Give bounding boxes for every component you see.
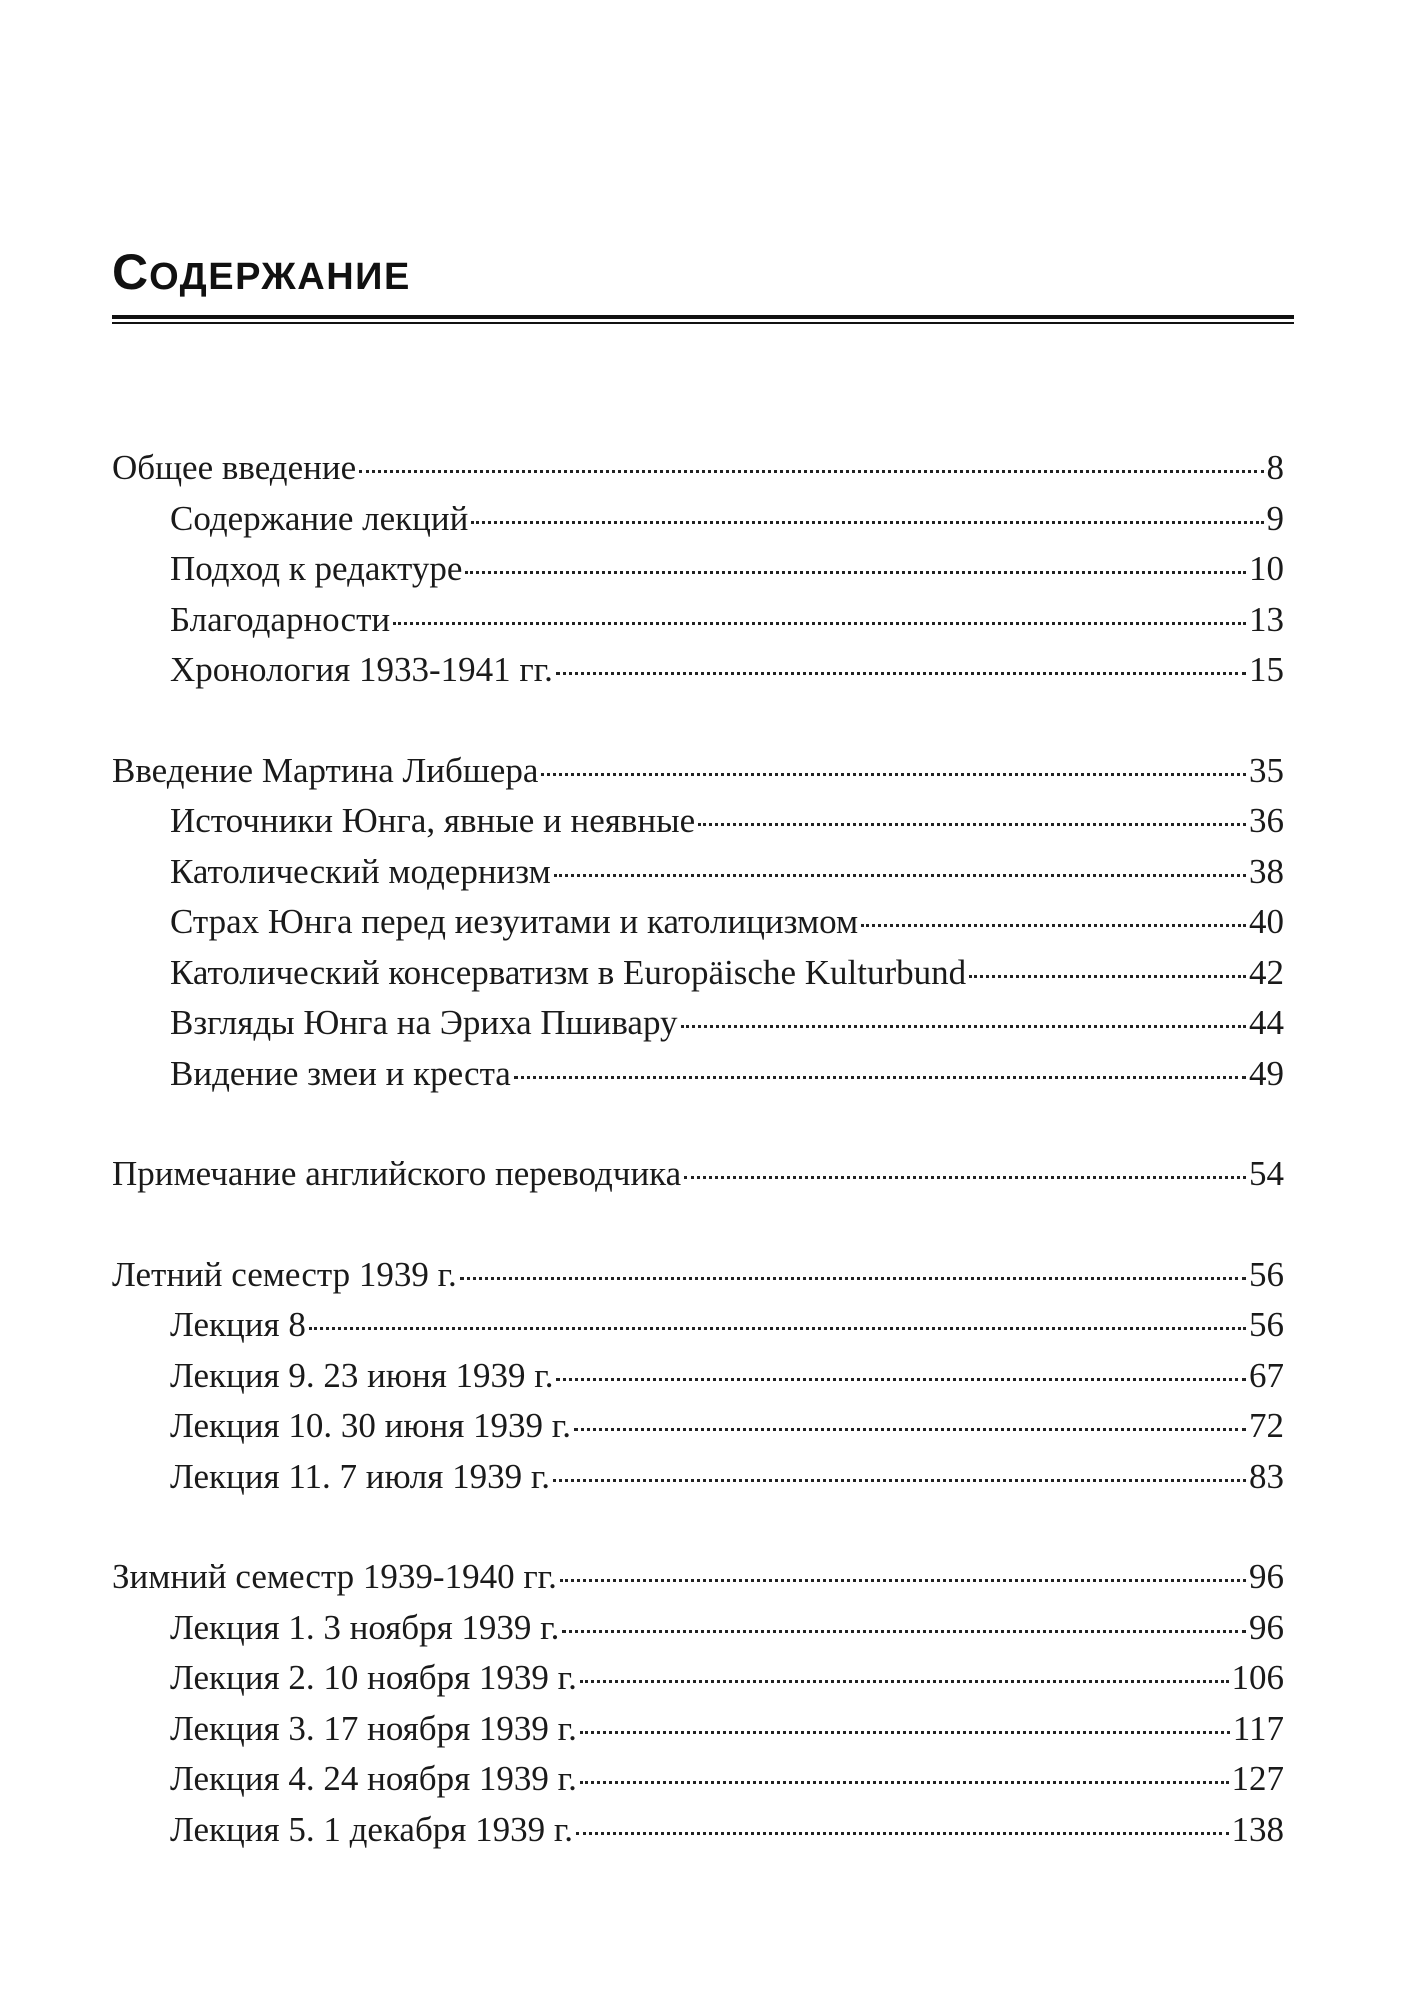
toc-entry-title: Примечание английского переводчика xyxy=(112,1154,682,1193)
toc-subentry[interactable] xyxy=(112,1049,1284,1100)
dot-leader xyxy=(359,470,1263,473)
title-rule-thick xyxy=(112,315,1294,319)
toc-entry-title: Летний семестр 1939 г. xyxy=(112,1254,457,1294)
dot-leader xyxy=(560,1579,1246,1582)
toc-entry-title: Введение Мартина Либшера xyxy=(112,750,539,790)
toc-page-number: 15 xyxy=(1249,650,1284,689)
page-title-initial: С xyxy=(112,244,150,300)
toc-page-number: 44 xyxy=(1249,1003,1284,1042)
dot-leader xyxy=(580,1731,1230,1734)
dot-leader xyxy=(541,773,1246,776)
toc-section xyxy=(112,1552,1284,1855)
dot-leader xyxy=(580,1680,1229,1683)
toc-subentry[interactable] xyxy=(112,1653,1284,1704)
toc-subentry[interactable] xyxy=(112,1704,1284,1755)
toc-entry[interactable] xyxy=(112,746,1284,797)
toc-entry-title: Страх Юнга перед иезуитами и католицизмом xyxy=(170,902,859,941)
toc-page-number: 96 xyxy=(1249,1557,1284,1596)
dot-leader xyxy=(698,823,1246,826)
dot-leader xyxy=(465,571,1246,574)
toc-entry-title: Содержание лекций xyxy=(170,498,469,538)
heading-block xyxy=(112,244,1294,324)
toc-page-number: 8 xyxy=(1266,448,1284,487)
toc-page-number: 13 xyxy=(1249,599,1284,639)
toc-entry-title: Лекция 5. 1 декабря 1939 г. xyxy=(170,1809,574,1849)
toc-entry-title: Лекция 11. 7 июля 1939 г. xyxy=(170,1456,551,1496)
dot-leader xyxy=(556,1378,1246,1381)
toc-subentry[interactable] xyxy=(112,1300,1284,1351)
dot-leader xyxy=(471,521,1263,524)
toc-entry[interactable] xyxy=(112,1250,1284,1301)
page-title xyxy=(112,244,1294,305)
toc-subentry[interactable] xyxy=(112,1452,1284,1503)
toc-entry-title: Подход к редактуре xyxy=(170,549,463,588)
toc-entry-title: Зимний семестр 1939-1940 гг. xyxy=(112,1557,557,1596)
toc-page-number: 106 xyxy=(1231,1658,1284,1697)
toc-subentry[interactable] xyxy=(112,544,1284,595)
toc-section xyxy=(112,1250,1284,1503)
toc-entry-title: Лекция 10. 30 июня 1939 г. xyxy=(170,1406,571,1445)
dot-leader xyxy=(514,1076,1246,1079)
toc-subentry[interactable] xyxy=(112,645,1284,696)
dot-leader xyxy=(684,1176,1246,1179)
toc-section xyxy=(112,746,1284,1100)
toc-subentry[interactable] xyxy=(112,998,1284,1049)
dot-leader xyxy=(554,874,1246,877)
toc-entry-title: Видение змеи и креста xyxy=(170,1053,511,1093)
dot-leader xyxy=(681,1025,1247,1028)
dot-leader xyxy=(556,672,1246,675)
toc-subentry[interactable] xyxy=(112,595,1284,646)
toc-entry[interactable] xyxy=(112,443,1284,494)
toc-page-number: 127 xyxy=(1231,1759,1284,1798)
page-title-rest: ОДЕРЖАНИЕ xyxy=(149,256,411,298)
title-rule-thin xyxy=(112,322,1294,324)
toc-subentry[interactable] xyxy=(112,1805,1284,1856)
toc-subentry[interactable] xyxy=(112,1401,1284,1452)
dot-leader xyxy=(574,1428,1246,1431)
dot-leader xyxy=(553,1479,1246,1482)
toc-page-number: 36 xyxy=(1249,801,1284,840)
toc-entry[interactable] xyxy=(112,1552,1284,1603)
dot-leader xyxy=(969,975,1246,978)
toc-section xyxy=(112,1149,1284,1200)
toc-subentry[interactable] xyxy=(112,897,1284,948)
toc-subentry[interactable] xyxy=(112,1603,1284,1654)
toc-entry-title: Лекция 9. 23 июня 1939 г. xyxy=(170,1355,554,1395)
toc-entry-title: Лекция 8 xyxy=(170,1305,306,1344)
toc-page-number: 83 xyxy=(1249,1456,1284,1496)
toc-subentry[interactable] xyxy=(112,1754,1284,1805)
toc-page-number: 138 xyxy=(1231,1809,1284,1849)
toc-subentry[interactable] xyxy=(112,494,1284,545)
toc-entry-title: Хронология 1933-1941 гг. xyxy=(170,650,553,689)
dot-leader xyxy=(861,924,1246,927)
dot-leader xyxy=(576,1832,1228,1835)
toc-subentry[interactable] xyxy=(112,948,1284,999)
toc-entry-title: Католический консерватизм в Europäische Kulturbund xyxy=(170,952,967,992)
toc-page-number: 72 xyxy=(1249,1406,1284,1445)
toc-entry-title: Лекция 4. 24 ноября 1939 г. xyxy=(170,1759,577,1798)
toc-page-number: 38 xyxy=(1249,851,1284,891)
toc-entry-title: Католический модернизм xyxy=(170,851,551,891)
toc-page-number: 56 xyxy=(1249,1305,1284,1344)
toc-page-number: 42 xyxy=(1249,952,1284,992)
toc-entry-title: Лекция 2. 10 ноября 1939 г. xyxy=(170,1658,577,1697)
dot-leader xyxy=(580,1781,1229,1784)
toc-entry-title: Общее введение xyxy=(112,448,357,487)
dot-leader xyxy=(562,1630,1246,1633)
dot-leader xyxy=(309,1327,1246,1330)
toc-subentry[interactable] xyxy=(112,796,1284,847)
toc-page-number: 9 xyxy=(1266,498,1284,538)
table-of-contents xyxy=(112,443,1284,1905)
toc-page-number: 54 xyxy=(1249,1154,1284,1193)
toc-page-number: 49 xyxy=(1249,1053,1284,1093)
toc-subentry[interactable] xyxy=(112,847,1284,898)
toc-page-number: 67 xyxy=(1249,1355,1284,1395)
toc-page-number: 56 xyxy=(1249,1254,1284,1294)
toc-section xyxy=(112,443,1284,696)
toc-page-number: 96 xyxy=(1249,1607,1284,1647)
toc-page-number: 117 xyxy=(1232,1708,1284,1748)
dot-leader xyxy=(460,1277,1246,1280)
dot-leader xyxy=(393,622,1246,625)
toc-entry-title: Лекция 1. 3 ноября 1939 г. xyxy=(170,1607,560,1647)
toc-entry-title: Источники Юнга, явные и неявные xyxy=(170,801,696,840)
toc-entry[interactable] xyxy=(112,1149,1284,1200)
toc-subentry[interactable] xyxy=(112,1351,1284,1402)
toc-entry-title: Взгляды Юнга на Эриха Пшивару xyxy=(170,1003,678,1042)
toc-page-number: 40 xyxy=(1249,902,1284,941)
toc-entry-title: Лекция 3. 17 ноября 1939 г. xyxy=(170,1708,577,1748)
toc-page-number: 35 xyxy=(1249,750,1284,790)
toc-entry-title: Благодарности xyxy=(170,599,391,639)
toc-page-number: 10 xyxy=(1249,549,1284,588)
